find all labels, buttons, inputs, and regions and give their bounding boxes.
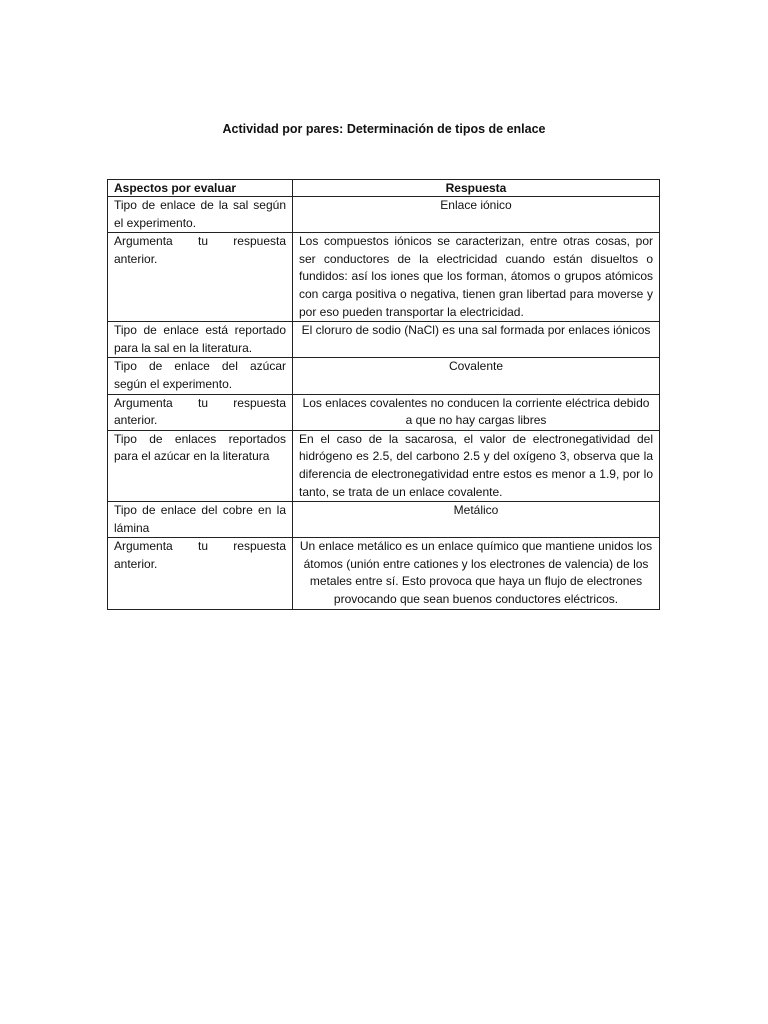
table-row bbox=[108, 430, 660, 501]
aspect-cell: Tipo de enlace está reportado para la sal en la literatura. bbox=[108, 322, 293, 358]
answer-cell: Un enlace metálico es un enlace químico que mantiene unidos los átomos (unión entre cationes y los electrones de valencia) de los metales entre sí. Esto provoca que haya un flujo de electrones provocando que sean buenos conductores eléctricos. bbox=[293, 538, 660, 609]
answer-cell: Enlace iónico bbox=[293, 197, 660, 233]
table-row bbox=[108, 358, 660, 394]
table-row bbox=[108, 322, 660, 358]
table-row bbox=[108, 538, 660, 609]
aspect-cell: Tipo de enlace del cobre en la lámina bbox=[108, 502, 293, 538]
aspect-cell: Argumenta tu respuesta anterior. bbox=[108, 394, 293, 430]
header-answer: Respuesta bbox=[293, 180, 660, 197]
aspect-cell: Argumenta tu respuesta anterior. bbox=[108, 233, 293, 322]
answer-cell: Los enlaces covalentes no conducen la corriente eléctrica debido a que no hay cargas libres bbox=[293, 394, 660, 430]
table-row bbox=[108, 394, 660, 430]
page-title: Actividad por pares: Determinación de tipos de enlace bbox=[222, 122, 546, 136]
aspect-cell: Tipo de enlace del azúcar según el experimento. bbox=[108, 358, 293, 394]
aspect-cell: Tipo de enlace de la sal según el experimento. bbox=[108, 197, 293, 233]
answer-cell: Los compuestos iónicos se caracterizan, entre otras cosas, por ser conductores de la electricidad cuando están disueltos o fundidos: así los iones que los forman, átomos o grupos atómicos con carga positiva o negativa, tienen gran libertad para moverse y por eso pueden transportar la electricidad. bbox=[293, 233, 660, 322]
table-row bbox=[108, 197, 660, 233]
answer-cell: Covalente bbox=[293, 358, 660, 394]
answer-cell: El cloruro de sodio (NaCl) es una sal formada por enlaces iónicos bbox=[293, 322, 660, 358]
answer-cell: Metálico bbox=[293, 502, 660, 538]
aspect-cell: Tipo de enlaces reportados para el azúcar en la literatura bbox=[108, 430, 293, 501]
header-aspect: Aspectos por evaluar bbox=[108, 180, 293, 197]
table-row bbox=[108, 233, 660, 322]
activity-table bbox=[107, 179, 660, 610]
table-header-row bbox=[108, 180, 660, 197]
aspect-cell: Argumenta tu respuesta anterior. bbox=[108, 538, 293, 609]
answer-cell: En el caso de la sacarosa, el valor de electronegatividad del hidrógeno es 2.5, del carbono 2.5 y del oxígeno 3, observa que la diferencia de electronegatividad entre estos es menor a 1.9, por lo tanto, se trata de un enlace covalente. bbox=[293, 430, 660, 501]
table-row bbox=[108, 502, 660, 538]
